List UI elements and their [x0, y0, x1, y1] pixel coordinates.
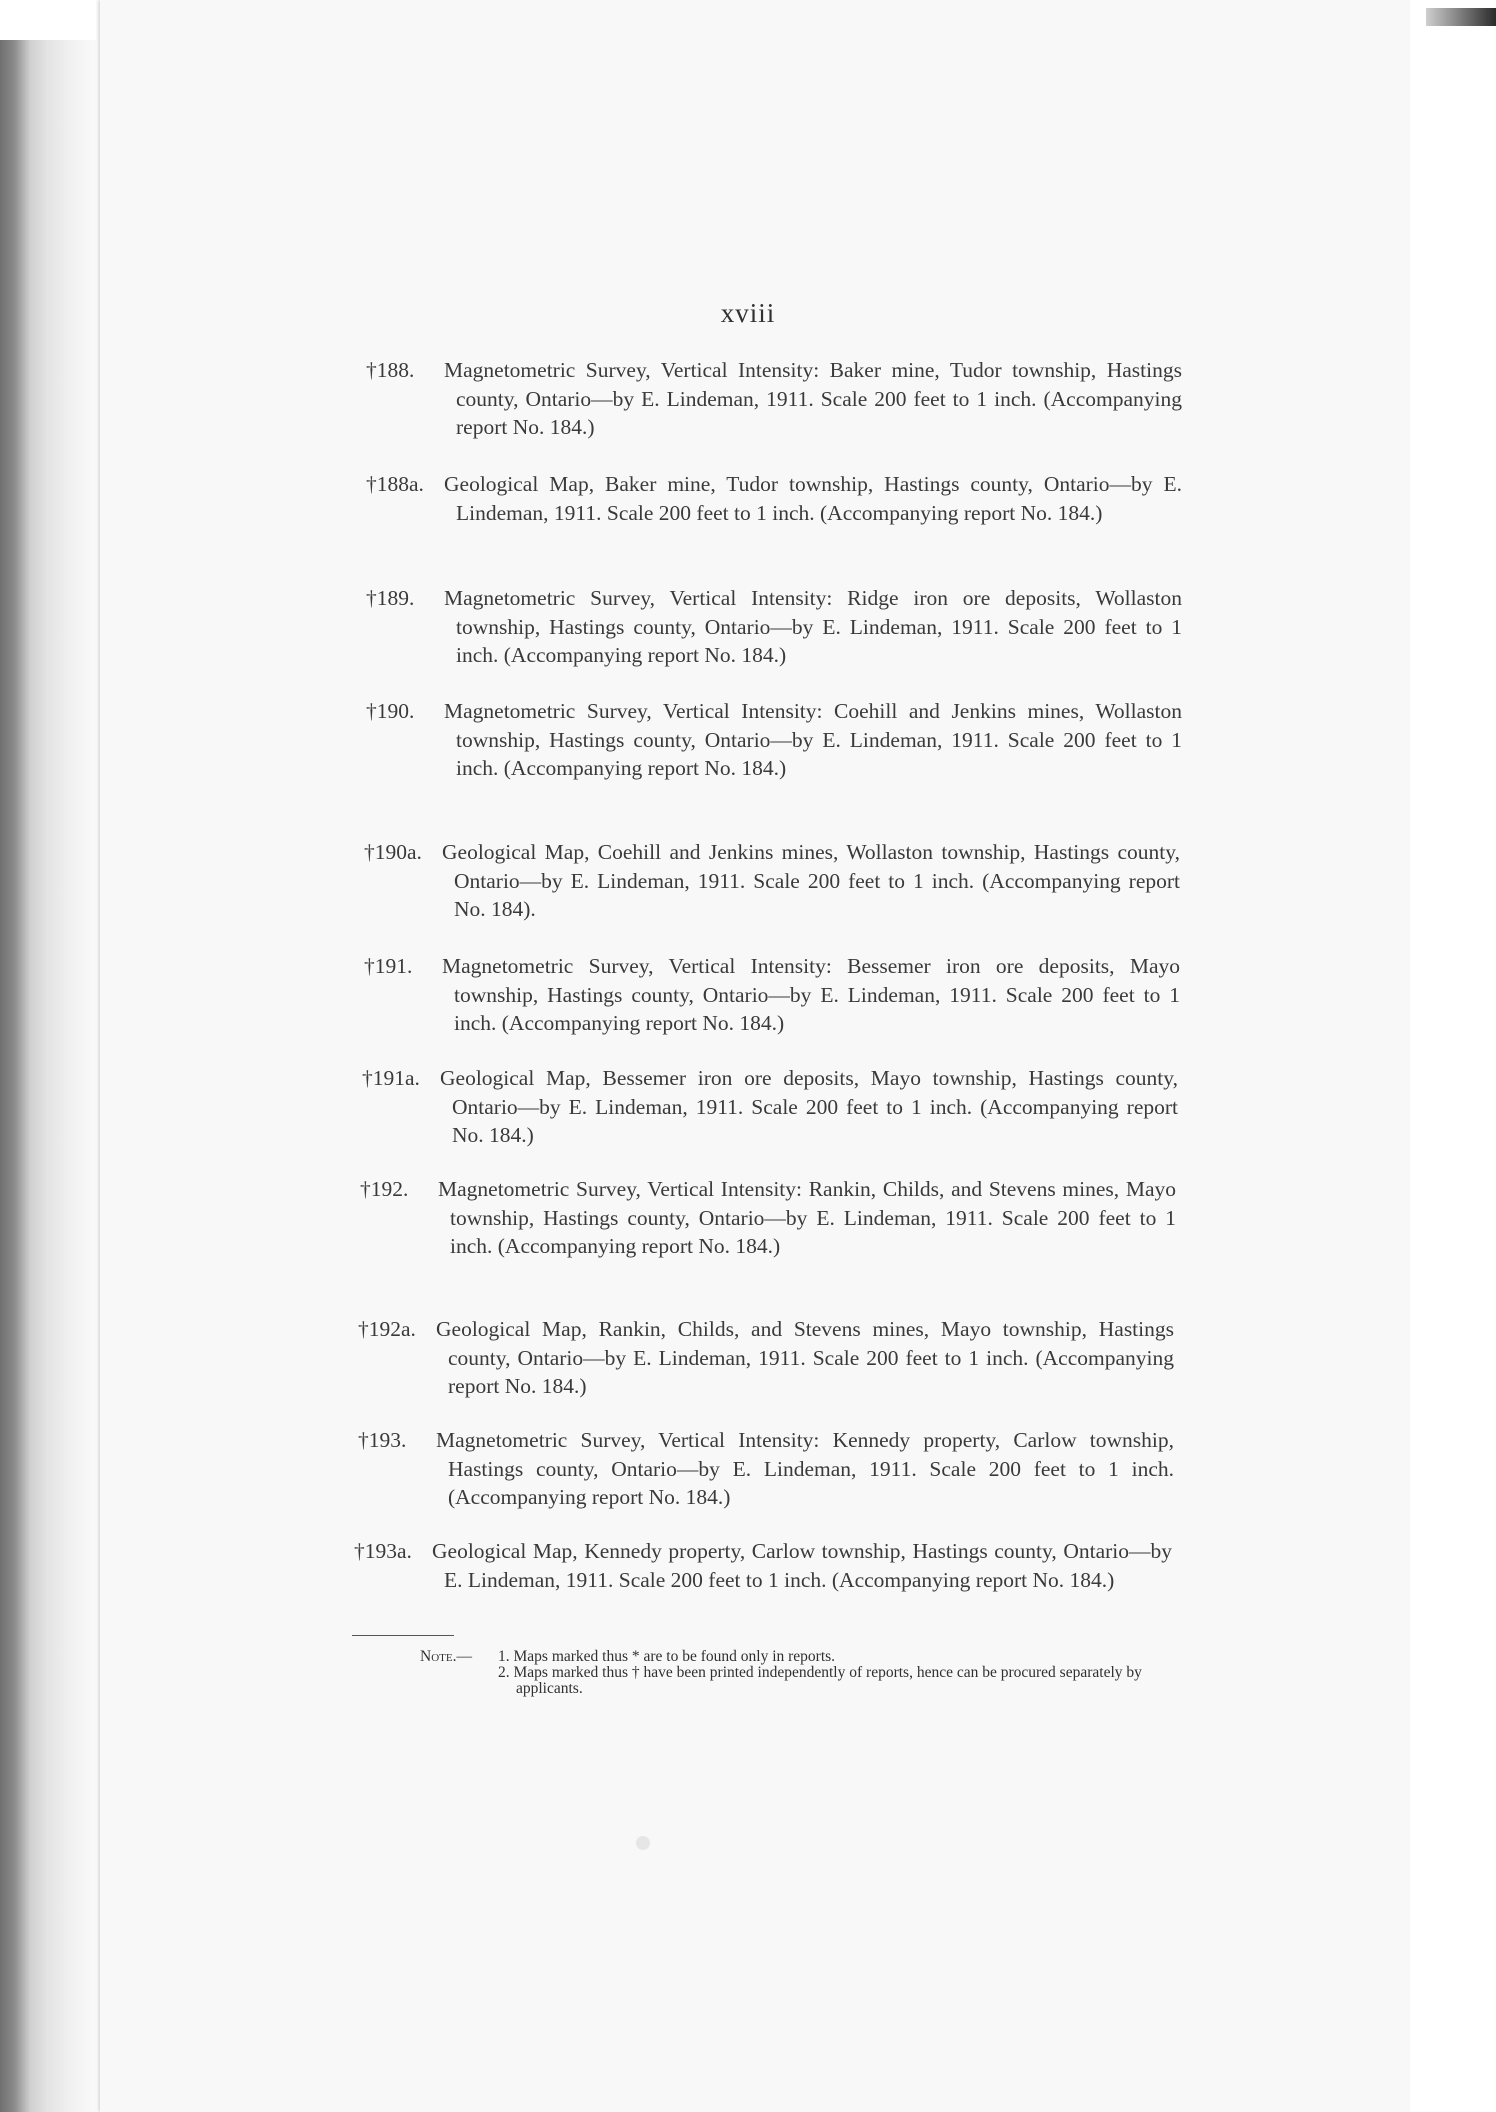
- entry-number: †193.: [358, 1428, 407, 1452]
- map-entry: [354, 1537, 1172, 1594]
- entry-number: †190.: [366, 699, 415, 723]
- map-entry: [358, 1426, 1174, 1512]
- entry-number: †191a.: [362, 1066, 420, 1090]
- book-page-edges: [0, 40, 96, 2112]
- footnote-label: Note.—: [420, 1648, 472, 1665]
- map-entry: [366, 470, 1182, 527]
- entry-text: Magnetometric Survey, Vertical Intensity: Baker mine, Tudor township, Hastings county, Ontario—by E. Lindeman, 1911. Scale 200 feet to 1 inch. (Accompanying report No. 184.): [444, 358, 1182, 439]
- entry-text: Magnetometric Survey, Vertical Intensity: Rankin, Childs, and Stevens mines, Mayo township, Hastings county, Ontario—by E. Lindeman, 1911. Scale 200 feet to 1 inch. (Accompanying report No. 184.): [438, 1177, 1176, 1258]
- entry-number: †193a.: [354, 1539, 412, 1563]
- map-entry: [366, 584, 1182, 670]
- map-entry: [360, 1175, 1176, 1261]
- map-entry: [366, 697, 1182, 783]
- entry-number: †191.: [364, 954, 413, 978]
- entry-text: Magnetometric Survey, Vertical Intensity: Coehill and Jenkins mines, Wollaston township, Hastings county, Ontario—by E. Lindeman, 1911. Scale 200 feet to 1 inch. (Accompanying report No. 184.): [444, 699, 1182, 780]
- entry-text: Magnetometric Survey, Vertical Intensity: Ridge iron ore deposits, Wollaston township, Hastings county, Ontario—by E. Lindeman, 1911. Scale 200 feet to 1 inch. (Accompanying report No. 184.): [444, 586, 1182, 667]
- footnote: [420, 1649, 1172, 1697]
- map-entry: [364, 838, 1180, 924]
- entry-text: Geological Map, Rankin, Childs, and Stevens mines, Mayo township, Hastings county, Ontario—by E. Lindeman, 1911. Scale 200 feet to 1 inch. (Accompanying report No. 184.): [436, 1317, 1174, 1398]
- entry-text: Geological Map, Baker mine, Tudor township, Hastings county, Ontario—by E. Lindeman, 1911. Scale 200 feet to 1 inch. (Accompanying report No. 184.): [444, 472, 1182, 525]
- entry-text: Magnetometric Survey, Vertical Intensity: Kennedy property, Carlow township, Hastings county, Ontario—by E. Lindeman, 1911. Scale 200 feet to 1 inch. (Accompanying report No. 184.): [436, 1428, 1174, 1509]
- entry-text: Geological Map, Bessemer iron ore deposits, Mayo township, Hastings county, Ontario—by E. Lindeman, 1911. Scale 200 feet to 1 inch. (Accompanying report No. 184.): [440, 1066, 1178, 1147]
- entry-number: †192.: [360, 1177, 409, 1201]
- footnote-item: 2. Maps marked thus † have been printed independently of reports, hence can be procured separately by applicants.: [498, 1664, 1142, 1697]
- entry-text: Geological Map, Kennedy property, Carlow township, Hastings county, Ontario—by E. Lindeman, 1911. Scale 200 feet to 1 inch. (Accompanying report No. 184.): [432, 1539, 1172, 1592]
- entry-text: Geological Map, Coehill and Jenkins mines, Wollaston township, Hastings county, Ontario—by E. Lindeman, 1911. Scale 200 feet to 1 inch. (Accompanying report No. 184).: [442, 840, 1180, 921]
- map-entry: [358, 1315, 1174, 1401]
- entry-number: †192a.: [358, 1317, 416, 1341]
- map-entry: [366, 356, 1182, 442]
- map-entry: [364, 952, 1180, 1038]
- entry-number: †188a.: [366, 472, 424, 496]
- footnote-row: [420, 1649, 1172, 1665]
- entry-number: †188.: [366, 358, 415, 382]
- footnote-item: 1. Maps marked thus * are to be found only in reports.: [498, 1648, 836, 1665]
- entry-number: †189.: [366, 586, 415, 610]
- entry-number: †190a.: [364, 840, 422, 864]
- paper-blemish: [636, 1836, 650, 1850]
- map-entry: [362, 1064, 1178, 1150]
- entry-text: Magnetometric Survey, Vertical Intensity: Bessemer iron ore deposits, Mayo township, Hastings county, Ontario—by E. Lindeman, 1911. Scale 200 feet to 1 inch. (Accompanying report No. 184.): [442, 954, 1180, 1035]
- footnote-row: [420, 1665, 1172, 1697]
- page-number: xviii: [720, 298, 776, 328]
- scan-edge-mark: [1426, 8, 1496, 26]
- footnote-divider: [352, 1635, 454, 1636]
